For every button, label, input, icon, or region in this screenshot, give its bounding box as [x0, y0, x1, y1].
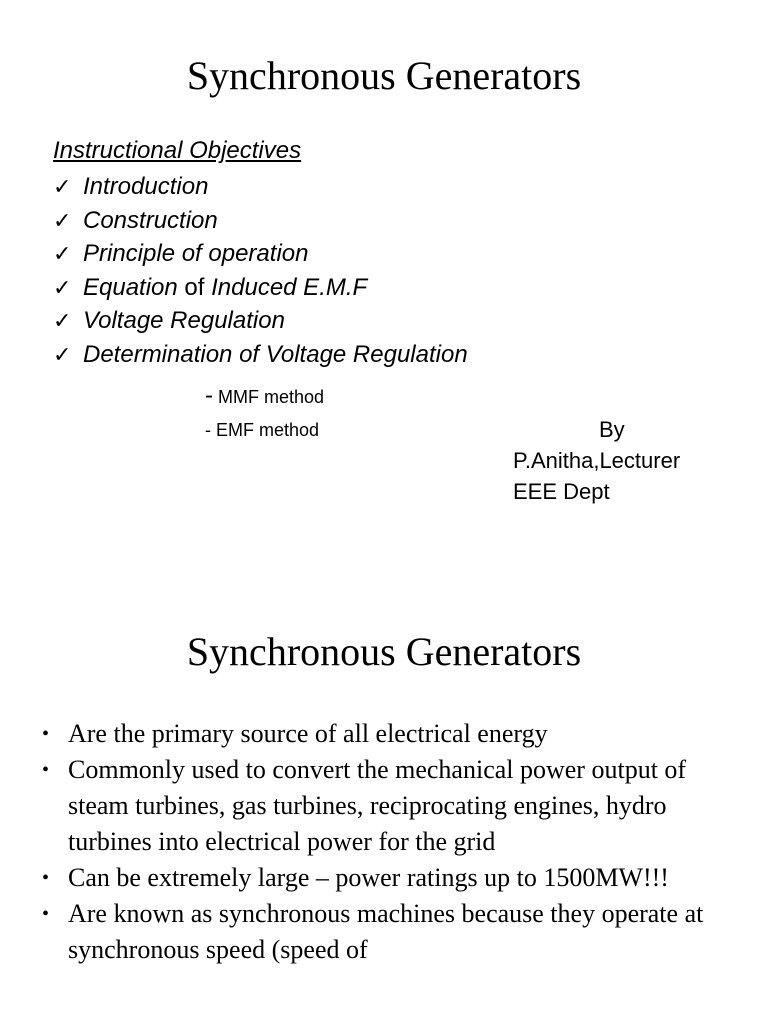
- sub-item-emf: [205, 420, 319, 441]
- check-icon: ✓: [53, 242, 72, 268]
- dash: -: [205, 420, 211, 440]
- check-icon: ✓: [53, 342, 72, 368]
- objective-item: [53, 170, 468, 204]
- objective-text-end: Induced E.M.F: [211, 273, 368, 301]
- bullet-text: Commonly used to convert the mechanical power output of steam turbines, gas turbines, reciprocating engines, hydro turbines into electrical power for the grid: [68, 755, 687, 856]
- author-by: By: [599, 417, 625, 442]
- author-dept: EEE Dept: [513, 479, 610, 504]
- slide-2-title: Synchronous Generators: [186, 629, 582, 674]
- bullet-icon: •: [42, 903, 50, 925]
- slide-1-title: Synchronous Generators: [186, 53, 582, 98]
- sub-item-text: MMF method: [218, 387, 325, 407]
- bullet-text: Can be extremely large – power ratings up to 1500MW!!!: [68, 863, 669, 892]
- objective-text-plain: of: [177, 273, 212, 301]
- dash: -: [205, 382, 213, 409]
- objective-item: [53, 271, 468, 305]
- bullet-list: [42, 716, 742, 968]
- author-name: P.Anitha,Lecturer: [513, 448, 681, 473]
- check-icon: ✓: [53, 275, 72, 301]
- objective-item: [53, 338, 468, 372]
- objective-text: Determination of Voltage Regulation: [83, 340, 468, 368]
- objectives-list: [53, 170, 468, 372]
- bullet-item: [42, 896, 742, 968]
- objective-item: [53, 304, 468, 338]
- bullet-item: [42, 860, 742, 896]
- bullet-item: [42, 752, 742, 860]
- bullet-text: Are known as synchronous machines because they operate at synchronous speed (speed of: [68, 899, 704, 964]
- slide-2: [0, 580, 768, 1024]
- sub-item-mmf: [205, 382, 324, 410]
- author-block: [513, 414, 680, 507]
- check-icon: ✓: [53, 175, 72, 200]
- objective-text: Introduction: [83, 173, 209, 200]
- check-icon: ✓: [53, 309, 72, 335]
- objective-item: [53, 237, 468, 271]
- bullet-text: Are the primary source of all electrical energy: [68, 719, 548, 748]
- objective-text: Construction: [83, 206, 218, 234]
- check-icon: ✓: [53, 208, 72, 234]
- objectives-heading: Instructional Objectives: [53, 137, 302, 164]
- bullet-icon: •: [42, 759, 50, 781]
- objective-text: Equation: [83, 273, 178, 301]
- bullet-icon: •: [42, 723, 50, 745]
- bullet-item: [42, 716, 742, 752]
- sub-item-text: EMF method: [216, 420, 320, 440]
- bullet-icon: •: [42, 867, 50, 889]
- objective-item: [53, 204, 468, 238]
- objective-text: Principle of operation: [83, 240, 309, 268]
- objective-text: Voltage Regulation: [83, 307, 285, 335]
